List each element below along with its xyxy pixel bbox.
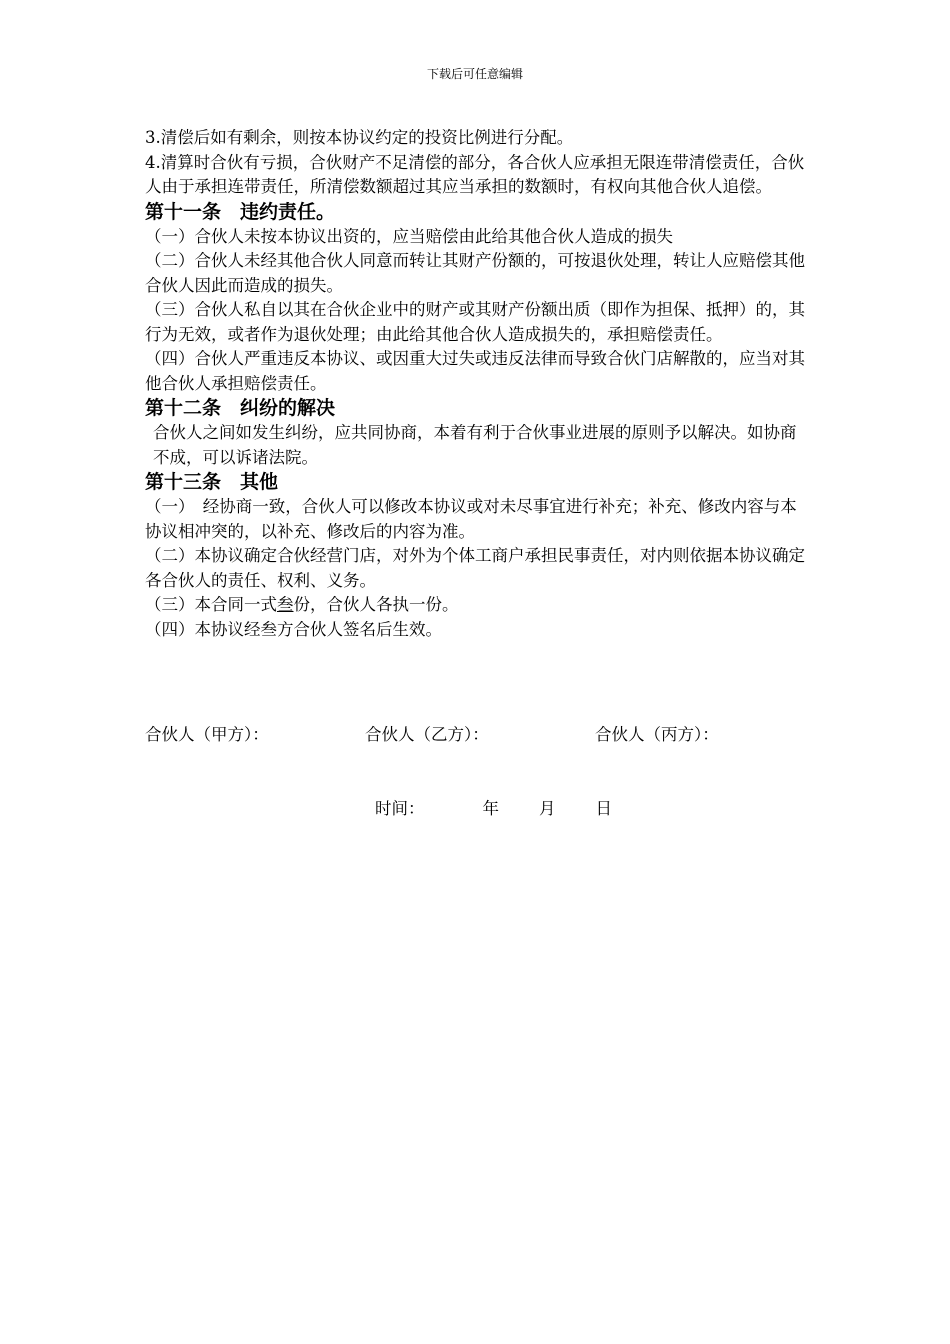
clause12-title: 第十二条 纠纷的解决 <box>145 397 336 419</box>
date-month: 月 <box>539 799 556 818</box>
clause11-item3: （三）合伙人私自以其在合伙企业中的财产或其财产份额出质（即作为担保、抵押）的，其行为无效，或者作为退伙处理；由此给其他合伙人造成损失的，承担赔偿责任。 <box>145 300 805 344</box>
clause10-item3: 3.清偿后如有剩余，则按本协议约定的投资比例进行分配。 <box>145 128 574 147</box>
page-header-note: 下载后可任意编辑 <box>426 67 523 81</box>
date-row <box>375 796 612 822</box>
signature-party-a: 合伙人（甲方）： <box>145 725 269 744</box>
date-label: 时间： <box>375 799 425 818</box>
clause13-item4: （四）本协议经叁方合伙人签名后生效。 <box>145 619 442 639</box>
clause13-title: 第十三条 其他 <box>145 471 279 493</box>
clause11-title: 第十一条 违约责任。 <box>145 200 336 223</box>
clause11-item4: （四）合伙人严重违反本协议、或因重大过失或违反法律而导致合伙门店解散的，应当对其他合伙人承担赔偿责任。 <box>145 349 805 393</box>
clause13-item3 <box>145 593 805 618</box>
clause13-item2: （二）本协议确定合伙经营门店，对外为个体工商户承担民事责任，对内则依据本协议确定各合伙人的责任、权利、义务。 <box>145 546 805 590</box>
date-year: 年 <box>482 799 499 818</box>
document-body <box>145 126 805 642</box>
signature-party-b: 合伙人（乙方）： <box>365 725 489 744</box>
date-day: 日 <box>595 799 612 818</box>
clause12-body: 合伙人之间如发生纠纷，应共同协商，本着有利于合伙事业进展的原则予以解决。如协商不成，可以诉诸法院。 <box>153 423 797 467</box>
clause11-item2: （二）合伙人未经其他合伙人同意而转让其财产份额的，可按退伙处理，转让人应赔偿其他合伙人因此而造成的损失。 <box>145 251 805 295</box>
signature-row <box>145 722 805 748</box>
clause11-item1: （一）合伙人未按本协议出资的，应当赔偿由此给其他合伙人造成的损失 <box>145 226 673 246</box>
clause13-item3-suffix: 份，合伙人各执一份。 <box>293 595 459 614</box>
clause13-item3-prefix: （三）本合同一式 <box>145 595 277 614</box>
signature-party-c: 合伙人（丙方）： <box>595 725 719 744</box>
clause13-item3-count: 叁 <box>277 595 294 614</box>
clause13-item1: （一） 经协商一致，合伙人可以修改本协议或对未尽事宜进行补充；补充、修改内容与本协议相冲突的，以补充、修改后的内容为准。 <box>145 497 797 541</box>
clause10-item4: 4.清算时合伙有亏损，合伙财产不足清偿的部分，各合伙人应承担无限连带清偿责任，合伙人由于承担连带责任，所清偿数额超过其应当承担的数额时，有权向其他合伙人追偿。 <box>145 152 805 196</box>
